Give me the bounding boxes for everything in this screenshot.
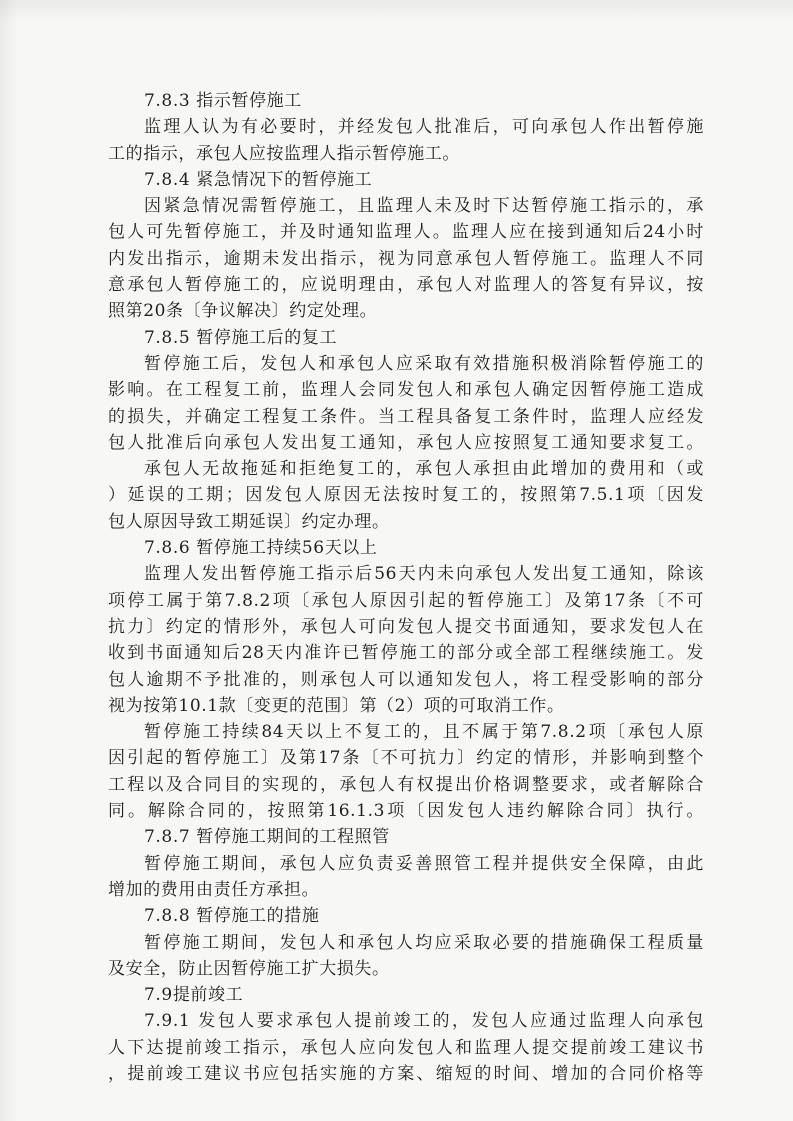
paragraph-line: 的损失，并确定工程复工条件。当工程具备复工条件时，监理人应经发 bbox=[108, 406, 704, 427]
paragraph-line: 人下达提前竣工指示，承包人应向发包人和监理人提交提前竣工建议书 bbox=[108, 1037, 704, 1058]
scan-shadow-top bbox=[0, 0, 793, 22]
paragraph-first-line: 承包人无故拖延和拒绝复工的，承包人承担由此增加的费用和（或 bbox=[144, 459, 704, 480]
paragraph-line: 包人逾期不予批准的，则承包人可以通知发包人，将工程受影响的部分 bbox=[108, 669, 704, 690]
paragraph-last-line: 及安全，防止因暂停施工扩大损失。 bbox=[108, 958, 390, 979]
section-heading: 7.8.7 暂停施工期间的工程照管 bbox=[144, 827, 390, 848]
paragraph-line: ）延误的工期；因发包人原因无法按时复工的，按照第7.5.1项〔因发 bbox=[108, 485, 704, 506]
paragraph-first-line: 暂停施工期间，承包人应负责妥善照管工程并提供安全保障，由此 bbox=[144, 853, 704, 874]
paragraph-first-line: 7.9.1 发包人要求承包人提前竣工的，发包人应通过监理人向承包 bbox=[144, 1011, 704, 1032]
paragraph-first-line: 暂停施工期间，发包人和承包人均应采取必要的措施确保工程质量 bbox=[144, 932, 704, 953]
paragraph-last-line: 工的指示，承包人应按监理人指示暂停施工。 bbox=[108, 143, 460, 164]
paragraph-line: 同。解除合同的，按照第16.1.3项〔因发包人违约解除合同〕执行。 bbox=[108, 801, 704, 822]
section-heading: 7.8.8 暂停施工的措施 bbox=[144, 906, 320, 927]
section-heading: 7.8.4 紧急情况下的暂停施工 bbox=[144, 169, 373, 190]
paragraph-last-line: 包人原因导致工期延误〕约定办理。 bbox=[108, 511, 390, 532]
paragraph-line: 收到书面通知后28天内准许已暂停施工的部分或全部工程继续施工。发 bbox=[108, 643, 704, 664]
paragraph-line: 内发出指示，逾期未发出指示，视为同意承包人暂停施工。监理人不同 bbox=[108, 248, 704, 269]
section-heading: 7.8.3 指示暂停施工 bbox=[144, 91, 302, 111]
paragraph-first-line: 监理人发出暂停施工指示后56天内未向承包人发出复工通知，除该 bbox=[144, 564, 704, 585]
paragraph-line: 工程以及合同目的实现的，承包人有权提出价格调整要求，或者解除合 bbox=[108, 774, 704, 795]
paragraph-last-line: 增加的费用由责任方承担。 bbox=[108, 879, 320, 900]
scan-shadow-left bbox=[0, 0, 18, 1121]
paragraph-line: 影响。在工程复工前，监理人会同发包人和承包人确定因暂停施工造成 bbox=[108, 380, 704, 401]
document-body bbox=[108, 88, 704, 1087]
paragraph-line: 包人可先暂停施工，并及时通知监理人。监理人应在接到通知后24小时 bbox=[108, 222, 704, 243]
section-heading: 7.9提前竣工 bbox=[144, 985, 244, 1006]
paragraph-first-line: 因紧急情况需暂停施工，且监理人未及时下达暂停施工指示的，承 bbox=[144, 196, 704, 217]
paragraph-line: 包人批准后向承包人发出复工通知，承包人应按照复工通知要求复工。 bbox=[108, 432, 704, 453]
section-heading: 7.8.5 暂停施工后的复工 bbox=[144, 327, 338, 348]
paragraph-first-line: 暂停施工后，发包人和承包人应采取有效措施积极消除暂停施工的 bbox=[144, 353, 704, 374]
paragraph-last-line: 视为按第10.1款〔变更的范围〕第（2）项的可取消工作。 bbox=[108, 695, 565, 716]
paragraph-line: 因引起的暂停施工〕及第17条〔不可抗力〕约定的情形，并影响到整个 bbox=[108, 748, 704, 769]
paragraph-first-line: 暂停施工持续84天以上不复工的，且不属于第7.8.2项〔承包人原 bbox=[144, 722, 704, 743]
paragraph-line: 项停工属于第7.8.2项〔承包人原因引起的暂停施工〕及第17条〔不可 bbox=[108, 590, 704, 611]
paragraph-line: 抗力〕约定的情形外，承包人可向发包人提交书面通知，要求发包人在 bbox=[108, 616, 704, 637]
paragraph-first-line: 监理人认为有必要时，并经发包人批准后，可向承包人作出暂停施 bbox=[144, 117, 704, 138]
paragraph-last-line: 照第20条〔争议解决〕约定处理。 bbox=[108, 301, 378, 322]
section-heading: 7.8.6 暂停施工持续56天以上 bbox=[144, 538, 378, 559]
paragraph-line: 意承包人暂停施工的，应说明理由，承包人对监理人的答复有异议，按 bbox=[108, 275, 704, 296]
paragraph-line: ，提前竣工建议书应包括实施的方案、缩短的时间、增加的合同价格等 bbox=[108, 1063, 704, 1084]
